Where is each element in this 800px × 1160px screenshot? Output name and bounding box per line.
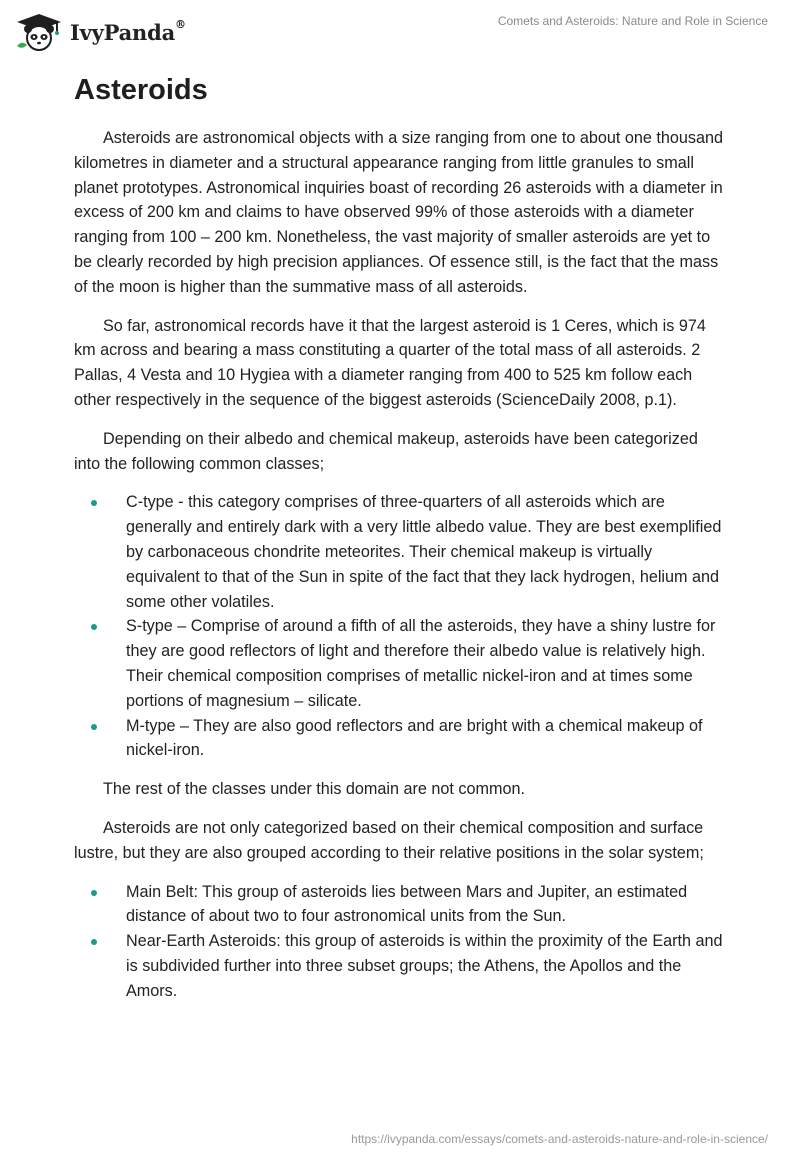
list-item: C-type - this category comprises of three-quarters of all asteroids which are generally and entirely dark with a very little albedo value. They are best exemplified by carbonaceous chondrite meteorites. Their chemical makeup is virtually equivalent to that of the Sun in spite of the fact that they lack hydrogen, helium and some other volatiles.	[126, 490, 724, 614]
article-body	[74, 70, 724, 1018]
paragraph: The rest of the classes under this domain are not common.	[103, 780, 525, 799]
section-heading: Asteroids	[74, 74, 208, 106]
paragraph: Asteroids are astronomical objects with a size ranging from one to about one thousand kilometres in diameter and a structural appearance ranging from little granules to small planet prototypes. Astronomical inquiries boast of recording 26 asteroids with a diameter in excess of 200 km and claims to have observed 99% of those asteroids with a diameter ranging from 100 – 200 km. Nonetheless, the vast majority of smaller asteroids are yet to be clearly recorded by high precision appliances. Of essence still, is the fact that the mass of the moon is higher than the summative mass of all asteroids.	[74, 129, 723, 296]
list-item: Near-Earth Asteroids: this group of asteroids is within the proximity of the Earth and is subdivided further into three subset groups; the Athens, the Apollos and the Amors.	[126, 929, 724, 1003]
document-title: Comets and Asteroids: Nature and Role in Science	[497, 14, 768, 28]
bullet-icon	[91, 500, 97, 506]
asteroid-classes-list	[74, 490, 724, 763]
ivypanda-logo[interactable]	[14, 12, 186, 52]
source-url-link[interactable]: https://ivypanda.com/essays/comets-and-asteroids-nature-and-role-in-science/	[351, 1132, 768, 1146]
paragraph: Asteroids are not only categorized based on their chemical composition and surface lustre, but they are also grouped according to their relative positions in the solar system;	[74, 818, 704, 862]
asteroid-groups-list	[74, 880, 724, 1004]
paragraph: So far, astronomical records have it that the largest asteroid is 1 Ceres, which is 974 km across and bearing a mass constituting a quarter of the total mass of all asteroids. 2 Pallas, 4 Vesta and 10 Hygiea with a diameter ranging from 400 to 525 km follow each other respectively in the sequence of the biggest asteroids (ScienceDaily 2008, p.1).	[74, 316, 706, 409]
bullet-icon	[91, 624, 97, 630]
paragraph: Depending on their albedo and chemical makeup, asteroids have been categorized into the following common classes;	[74, 429, 698, 473]
bullet-icon	[91, 939, 97, 945]
list-item: Main Belt: This group of asteroids lies between Mars and Jupiter, an estimated distance of about two to four astronomical units from the Sun.	[126, 880, 724, 930]
logo-wordmark: IvyPanda®	[70, 17, 186, 45]
bullet-icon	[91, 890, 97, 896]
list-item: S-type – Comprise of around a fifth of all the asteroids, they have a shiny lustre for they are good reflectors of light and therefore their albedo value is relatively high. Their chemical composition comprises of metallic nickel-iron and at times some portions of magnesium – silicate.	[126, 614, 724, 713]
page-header	[0, 0, 800, 60]
list-item: M-type – They are also good reflectors and are bright with a chemical makeup of nickel-iron.	[126, 714, 724, 764]
panda-graduate-icon	[14, 12, 64, 52]
bullet-icon	[91, 724, 97, 730]
